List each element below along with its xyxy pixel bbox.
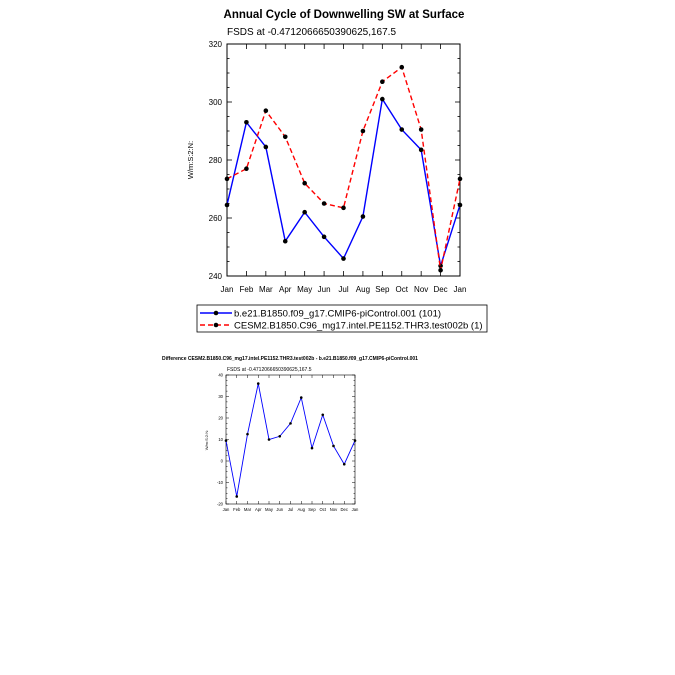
difference-chart-series-0-point	[257, 382, 260, 385]
difference-chart-title: Difference CESM2.B1850.C96_mg17.intel.PE1152.THR3.test002b - b.e21.B1850.f09_g17.CMIP6-piControl.001	[162, 356, 418, 362]
main-chart-x-tick-label: Feb	[239, 285, 254, 294]
main-chart-series-1-point	[361, 129, 366, 134]
difference-chart-x-tick-label: Dec	[340, 507, 348, 512]
difference-chart-series-0-point	[235, 495, 238, 498]
main-chart-y-tick-label: 300	[208, 97, 222, 107]
main-chart-series-1-point	[244, 166, 249, 171]
difference-chart-subtitle: FSDS at -0.4712066650390625,167.5	[227, 367, 312, 373]
main-chart-x-tick-label: Oct	[395, 285, 408, 294]
main-chart-subtitle: FSDS at -0.4712066650390625,167.5	[227, 27, 397, 38]
main-chart-x-tick-label: Aug	[355, 285, 371, 294]
main-chart-series-0-point	[225, 203, 230, 208]
difference-chart-series-0-point	[246, 433, 249, 436]
main-chart-series-0-point	[419, 148, 424, 153]
main-chart-x-tick-label: Jul	[338, 285, 349, 294]
difference-chart	[162, 356, 418, 512]
difference-chart-y-tick-label: 0	[220, 458, 223, 464]
difference-chart-x-tick-label: Jul	[287, 507, 294, 512]
difference-chart-series-0-point	[354, 439, 357, 442]
main-chart-y-tick-label: 280	[208, 155, 222, 165]
main-chart-x-tick-label: Sep	[375, 285, 390, 294]
main-chart-series-0-point	[458, 203, 463, 208]
main-chart-series-0-point	[361, 214, 366, 219]
main-chart-x-tick-label: Apr	[279, 285, 292, 294]
main-chart-title: Annual Cycle of Downwelling SW at Surface	[223, 9, 465, 21]
main-chart-series-1-point	[399, 65, 404, 70]
main-chart-series-0-point	[264, 145, 269, 150]
difference-chart-x-tick-label: Apr	[254, 507, 262, 512]
main-chart-x-tick-label: Jun	[317, 285, 331, 294]
main-chart-x-tick-label: Jan	[453, 285, 467, 294]
difference-chart-series-0-point	[268, 438, 271, 441]
difference-chart-x-tick-label: May	[265, 507, 273, 512]
difference-chart-y-tick-label: 20	[218, 415, 223, 421]
difference-chart-y-tick-label: 30	[218, 393, 223, 399]
difference-chart-y-tick-label: -20	[216, 501, 223, 507]
main-chart-series-0-point	[322, 235, 327, 240]
main-chart-series-1-point	[225, 177, 230, 182]
main-chart-y-tick-label: 260	[208, 213, 222, 223]
legend-series-1-label: CESM2.B1850.C96_mg17.intel.PE1152.THR3.test002b (1)	[234, 320, 483, 332]
difference-chart-x-tick-label: Aug	[297, 507, 305, 512]
main-chart-series-1-point	[322, 201, 327, 206]
difference-chart-x-tick-label: Feb	[233, 507, 241, 512]
main-chart-series-1-point	[264, 108, 269, 113]
difference-chart-x-tick-label: Mar	[243, 507, 252, 512]
difference-chart-x-tick-label: Sep	[308, 507, 316, 512]
main-chart-series-0-point	[380, 97, 385, 102]
difference-chart-plot-area	[217, 372, 359, 512]
difference-chart-x-tick-label: Jun	[276, 507, 284, 512]
main-chart-plot-area	[209, 40, 467, 294]
difference-chart-series-0-point	[332, 445, 335, 448]
main-chart-series-0-point	[399, 127, 404, 132]
main-chart-x-tick-label: Nov	[414, 285, 429, 294]
main-chart-series-0-point	[341, 256, 346, 261]
difference-chart-series-0-point	[343, 463, 346, 466]
main-chart-ylabel: W/m:S:2:N:	[186, 140, 195, 180]
difference-chart-x-tick-label: Jan	[222, 507, 230, 512]
difference-chart-y-tick-label: 10	[218, 436, 223, 442]
difference-chart-frame	[226, 375, 355, 504]
main-chart-series-1-point	[438, 268, 443, 273]
main-chart-legend	[197, 305, 487, 332]
difference-chart-x-tick-label: Oct	[319, 507, 327, 512]
difference-chart-ylabel: W/m:S:2:N:	[204, 429, 209, 451]
legend-series-0-marker	[214, 311, 219, 316]
main-chart-y-tick-label: 320	[208, 39, 222, 49]
main-chart-series-1-point	[341, 206, 346, 211]
main-chart-series-0-line	[227, 99, 460, 266]
main-chart-x-tick-label: Dec	[433, 285, 448, 294]
difference-chart-series-0-point	[289, 422, 292, 425]
main-chart-series-1-point	[302, 181, 307, 186]
main-chart-series-1-point	[283, 135, 288, 140]
main-chart-series-1-point	[458, 177, 463, 182]
main-chart	[186, 9, 487, 332]
difference-chart-series-0-line	[226, 384, 355, 497]
main-chart-x-tick-label: May	[297, 285, 313, 294]
main-chart-series-0-point	[302, 210, 307, 215]
difference-chart-series-0-point	[300, 396, 303, 399]
main-chart-x-tick-label: Jan	[220, 285, 234, 294]
main-chart-series-1-line	[227, 67, 460, 270]
legend-series-1-marker	[214, 323, 219, 328]
main-chart-y-tick-label: 240	[208, 271, 222, 281]
main-chart-series-0-point	[244, 120, 249, 125]
difference-chart-series-0-point	[225, 439, 228, 442]
difference-chart-y-tick-label: 40	[218, 372, 223, 378]
difference-chart-series-0-point	[321, 413, 324, 416]
difference-chart-x-tick-label: Jan	[351, 507, 359, 512]
difference-chart-x-tick-label: Nov	[329, 507, 338, 512]
main-chart-x-tick-label: Mar	[258, 285, 273, 294]
main-chart-series-0-point	[283, 239, 288, 244]
difference-chart-y-tick-label: -10	[216, 479, 223, 485]
difference-chart-series-0-point	[311, 447, 314, 450]
difference-chart-series-0-point	[278, 435, 281, 438]
main-chart-series-1-point	[419, 127, 424, 132]
main-chart-series-1-point	[380, 79, 385, 84]
legend-series-0-label: b.e21.B1850.f09_g17.CMIP6-piControl.001 (101)	[234, 308, 442, 320]
